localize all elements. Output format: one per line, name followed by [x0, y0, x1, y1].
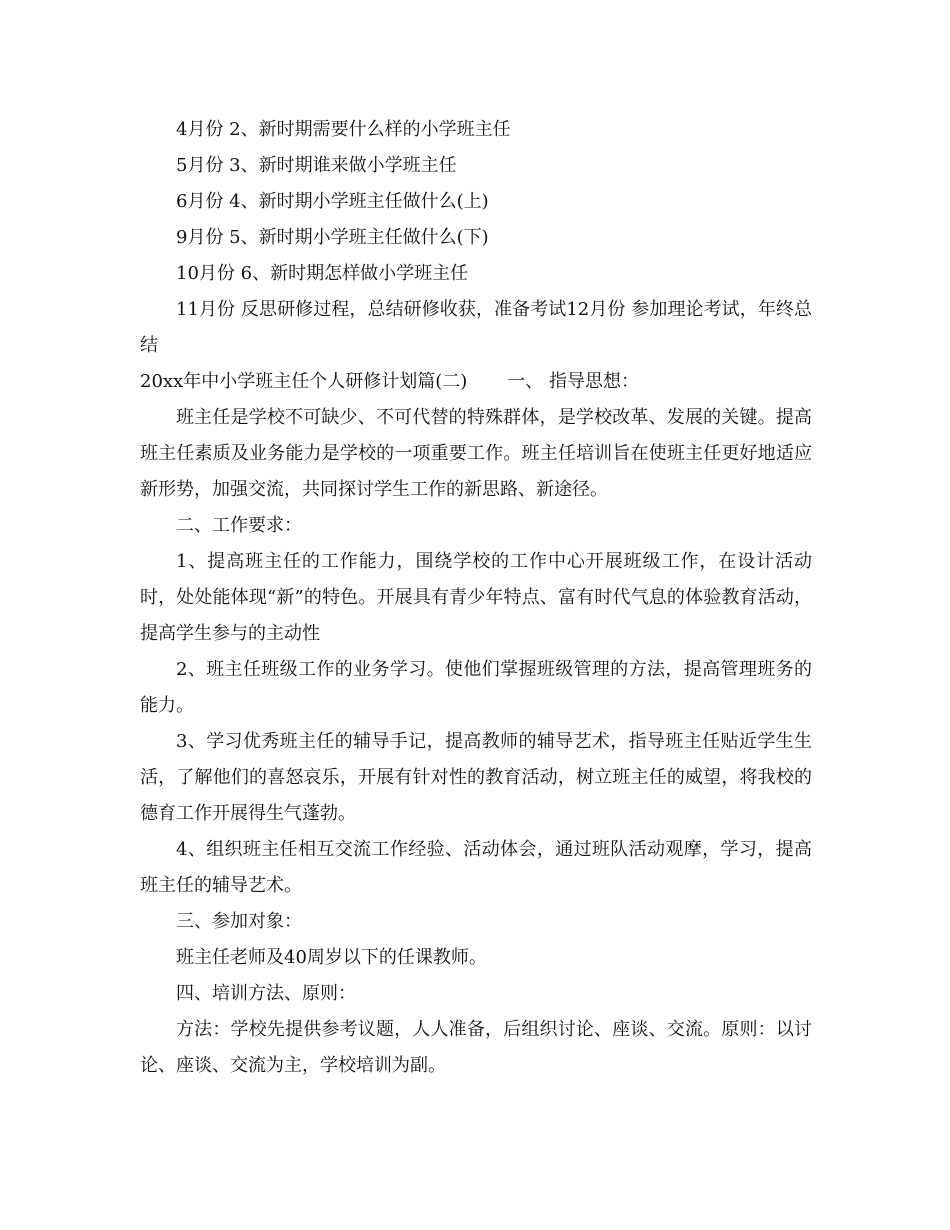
document-title: 20xx年中小学班主任个人研修计划篇(二) [140, 371, 468, 392]
paragraph-guiding-thought: 班主任是学校不可缺少、不可代替的特殊群体，是学校改革、发展的关键。提高班主任素质及业务能力是学校的一项重要工作。班主任培训旨在使班主任更好地适应新形势，加强交流，共同探讨学生工作的新思路、新途径。 [140, 407, 812, 500]
heading-participants: 三、参加对象： [176, 911, 302, 932]
heading-work-requirements: 二、工作要求： [176, 515, 302, 536]
heading-guiding-thought: 一、 指导思想： [507, 371, 639, 392]
schedule-november-december: 11月份 反思研修过程，总结研修收获，准备考试12月份 参加理论考试，年终总结 [140, 299, 812, 356]
schedule-april: 4月份 2、新时期需要什么样的小学班主任 [176, 119, 511, 140]
schedule-october: 10月份 6、新时期怎样做小学班主任 [176, 263, 469, 284]
section-heading-line [140, 364, 812, 400]
document-body [140, 112, 812, 1084]
requirement-3: 3、学习优秀班主任的辅导手记，提高教师的辅导艺术，指导班主任贴近学生生活，了解他们的喜怒哀乐，开展有针对性的教育活动，树立班主任的威望，将我校的德育工作开展得生气蓬勃。 [140, 731, 812, 824]
schedule-june: 6月份 4、新时期小学班主任做什么(上) [176, 191, 489, 212]
schedule-may: 5月份 3、新时期谁来做小学班主任 [176, 155, 457, 176]
requirement-1: 1、提高班主任的工作能力，围绕学校的工作中心开展班级工作，在设计活动时，处处能体现“新”的特色。开展具有青少年特点、富有时代气息的体验教育活动，提高学生参与的主动性 [140, 551, 812, 644]
paragraph-participants: 班主任老师及40周岁以下的任课教师。 [176, 947, 487, 968]
paragraph-training-methods: 方法：学校先提供参考议题，人人准备，后组织讨论、座谈、交流。原则：以讨论、座谈、交流为主，学校培训为副。 [140, 1019, 812, 1076]
requirement-2: 2、班主任班级工作的业务学习。使他们掌握班级管理的方法，提高管理班务的能力。 [140, 659, 812, 716]
heading-training-methods: 四、培训方法、原则： [176, 983, 356, 1004]
requirement-4: 4、组织班主任相互交流工作经验、活动体会，通过班队活动观摩，学习，提高班主任的辅导艺术。 [140, 839, 812, 896]
schedule-september: 9月份 5、新时期小学班主任做什么(下) [176, 227, 489, 248]
